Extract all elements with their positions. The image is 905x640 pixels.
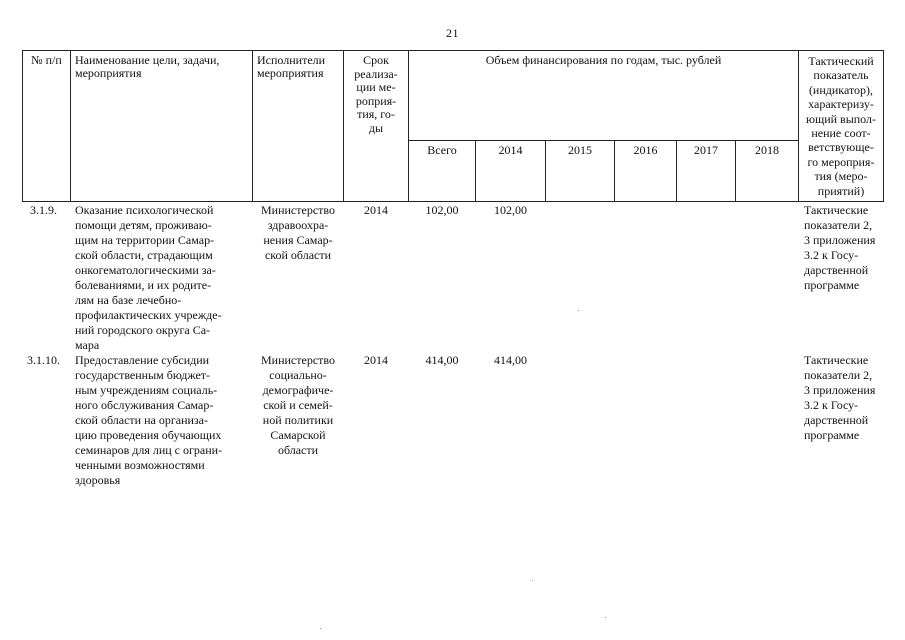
row-name: Оказание психологической помощи детям, проживаю- щим на территории Самар- ской области, страдающим онкогематологическими за- болеваниями, и их родите- лям на базе лечебно- профилактических учрежде- ний городского округа Са- мара [75,203,222,352]
scan-speck [605,617,606,618]
scan-speck [532,580,533,581]
table-header-grid [0,50,905,202]
header-year-2016: 2016 [633,143,658,157]
header-year-2014: 2014 [498,143,523,157]
header-total: Всего [427,143,457,157]
header-year-2018: 2018 [755,143,779,157]
header-year-2017: 2017 [694,143,718,157]
header-executors: Исполнители мероприятия [257,53,326,80]
grid-line-bottom [22,201,883,202]
grid-line-v [408,50,409,202]
grid-line-v [883,50,884,202]
scan-speck [320,628,321,629]
header-year-2015: 2015 [568,143,592,157]
header-indicator: Тактический показатель (индикатор), характеризу- ющий выпол- нение соот- ветствующе- го мероприя- тия (меро- приятий) [805,54,877,198]
grid-line-v [22,50,23,202]
page-number: 21 [446,26,459,40]
row-indicator: Тактические показатели 2, 3 приложения 3.2 к Госу- дарственной программе [804,353,876,442]
row-total: 102,00 [425,203,459,217]
grid-line-v [70,50,71,202]
row-executor: Министерство социально- демографиче- ской и семей- ной политики Самарской области [261,353,335,457]
grid-line-sub [408,140,798,141]
header-term: Срок реализа- ции ме- роприя- тия, го- ды [354,53,398,135]
row-total: 414,00 [425,353,459,367]
row-2014: 102,00 [494,203,527,217]
grid-line-top [22,50,883,51]
grid-line-v [252,50,253,202]
row-name: Предоставление субсидии государственным бюджет- ным учреждениям социаль- ного обслуживания Самар- ской области на организа- цию проведения обучающих семинаров для лиц с ограни- ченными возможностями здоровья [75,353,223,487]
row-indicator: Тактические показатели 2, 3 приложения 3.2 к Госу- дарственной программе [804,203,876,292]
scan-speck [578,310,579,311]
header-funding: Объем финансирования по годам, тыс. рублей [485,53,722,67]
row-2014: 414,00 [494,353,527,367]
row-num: 3.1.10. [27,353,60,367]
row-term: 2014 [364,353,388,367]
row-executor: Министерство здравоохра- нения Самар- ской области [261,203,335,262]
header-name: Наименование цели, задачи, мероприятия [75,53,220,80]
row-num: 3.1.9. [30,203,57,217]
row-term: 2014 [364,203,388,217]
header-num: № п/п [31,53,62,67]
